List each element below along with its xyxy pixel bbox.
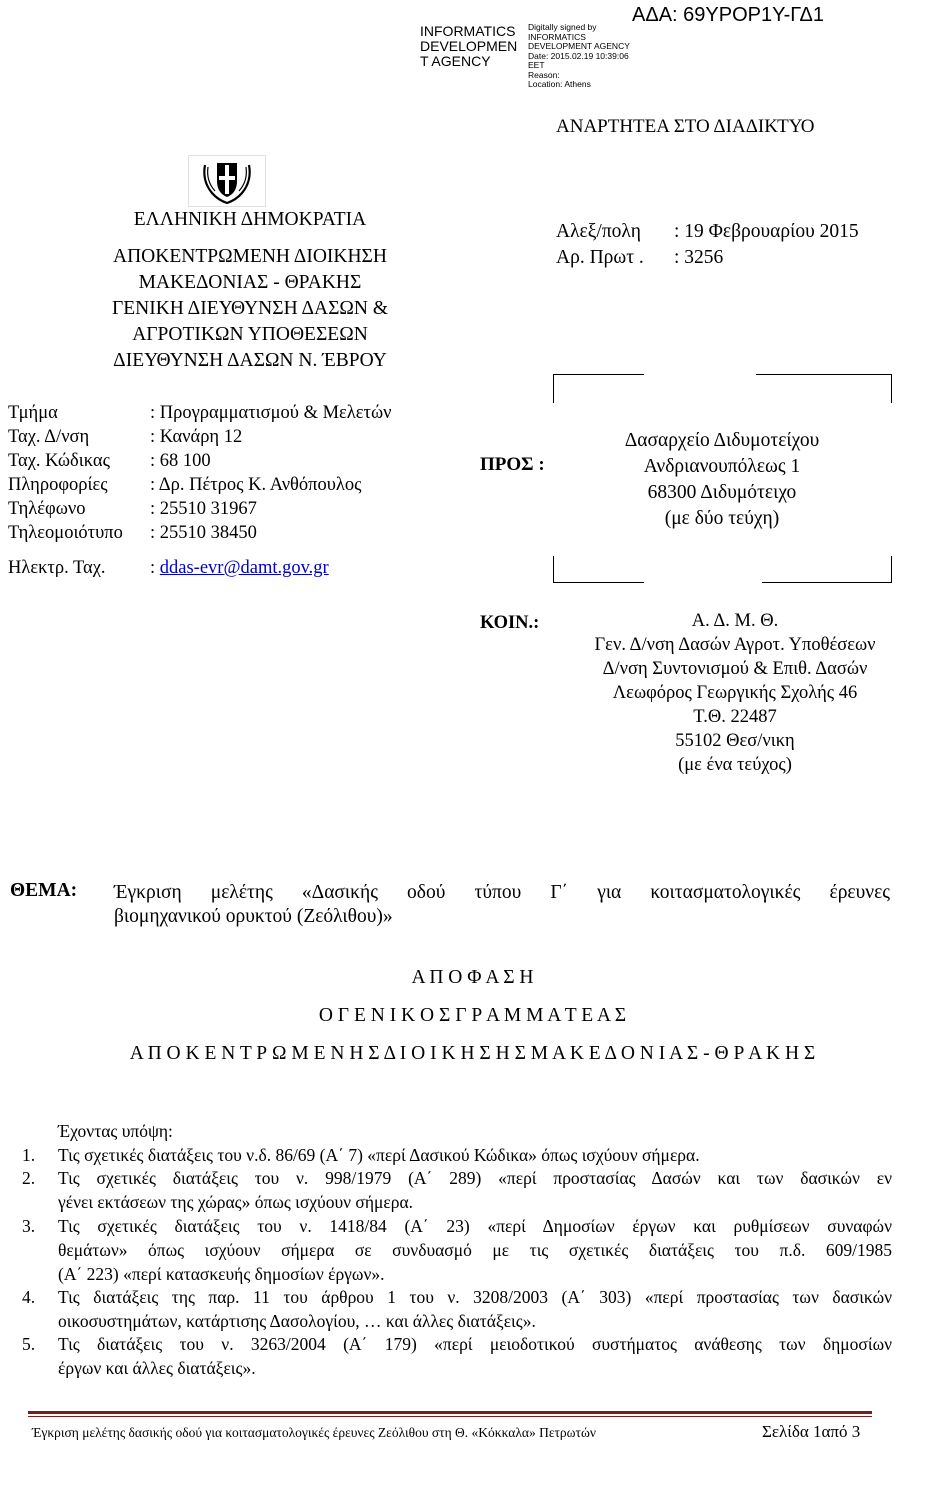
email-label: Ηλεκτρ. Ταχ. bbox=[8, 558, 106, 578]
list-item-line: θεμάτων» όπως ισχύουν σήμερα σε συνδυασμό με τις σχετικές διατάξεις του π.δ. 609/1985 bbox=[58, 1240, 892, 1260]
issuer-line: ΔΙΕΥΘΥΝΣΗ ΔΑΣΩΝ Ν. ΈΒΡΟΥ bbox=[113, 350, 387, 371]
contact-row bbox=[8, 403, 392, 424]
date-row bbox=[556, 221, 859, 243]
issuer-country: ΕΛΛΗΝΙΚΗ ΔΗΜΟΚΡΑΤΙΑ bbox=[133, 209, 367, 230]
cc-line: (με ένα τεύχος) bbox=[678, 755, 792, 775]
contact-value: : 68 100 bbox=[150, 451, 211, 471]
signature-detail-line: EET bbox=[528, 60, 545, 70]
recipient-line: Ανδριανουπόλεως 1 bbox=[643, 456, 801, 477]
recipient-line: (με δύο τεύχη) bbox=[664, 508, 780, 529]
list-item-line: οικοσυστημάτων, κατάρτισης Δασολογίου, … και άλλες διατάξεις». bbox=[58, 1311, 536, 1331]
cc-line: Δ/νση Συντονισμού & Επιθ. Δασών bbox=[602, 659, 868, 679]
contact-value: : 25510 31967 bbox=[150, 499, 257, 519]
protocol-row bbox=[556, 247, 723, 269]
contact-row bbox=[8, 451, 211, 472]
subject-line: Έγκριση μελέτης «Δασικής οδού τύπου Γ΄ για κοιτασματολογικές έρευνες bbox=[114, 882, 890, 903]
email-row bbox=[8, 558, 329, 579]
list-item-line: Τις σχετικές διατάξεις του ν. 998/1979 (Α΄ 289) «περί προστασίας Δασών και των δασικών εν bbox=[58, 1168, 892, 1188]
recipient-bracket-bottom-left bbox=[553, 556, 644, 583]
decision-title: Α Π Ο Φ Α Σ Η bbox=[411, 967, 534, 988]
recipient-line: Δασαρχείο Διδυμοτείχου bbox=[624, 430, 820, 451]
contact-label: Πληροφορίες bbox=[8, 475, 108, 495]
list-item-line: έργων και άλλες διατάξεις». bbox=[58, 1358, 256, 1378]
cc-line: Α. Δ. Μ. Θ. bbox=[691, 611, 779, 631]
protocol-label: Αρ. Πρωτ . bbox=[556, 247, 644, 268]
contact-value: : Προγραμματισμού & Μελετών bbox=[150, 403, 392, 423]
date-label: Αλεξ/πολη bbox=[556, 221, 641, 242]
contact-row bbox=[8, 523, 257, 544]
issuer-line: ΑΓΡΟΤΙΚΩΝ ΥΠΟΘΕΣΕΩΝ bbox=[132, 324, 368, 345]
issuer-line: ΑΠΟΚΕΝΤΡΩΜΕΝΗ ΔΙΟΙΚΗΣΗ bbox=[113, 246, 387, 267]
email-prefix: : bbox=[150, 558, 160, 578]
subject-label: ΘΕΜΑ: bbox=[10, 880, 78, 901]
date-value: : 19 Φεβρουαρίου 2015 bbox=[674, 221, 859, 242]
contact-value: : Κανάρη 12 bbox=[150, 427, 243, 447]
footer-divider bbox=[28, 1411, 872, 1414]
list-item-number: 5. bbox=[22, 1334, 36, 1354]
list-item-line: (Α΄ 223) «περί κατασκευής δημοσίων έργων». bbox=[58, 1264, 385, 1284]
contact-row bbox=[8, 475, 361, 496]
ada-code: ΑΔΑ: 69ΥΡΟΡ1Υ-ΓΔ1 bbox=[632, 4, 824, 26]
contact-label: Τηλεομοιότυπο bbox=[8, 523, 123, 543]
online-posting-note: ΑΝΑΡΤΗΤΕΑ ΣΤΟ ΔΙΑΔΙΚΤΥΟ bbox=[556, 116, 815, 137]
contact-value: : Δρ. Πέτρος Κ. Ανθόπουλος bbox=[150, 475, 362, 495]
list-item-line: Τις διατάξεις του ν. 3263/2004 (Α΄ 179) «περί μειοδοτικού συστήματος ανάθεσης των δημοσίων bbox=[58, 1334, 892, 1354]
decision-authority: Ο Γ Ε Ν Ι Κ Ο Σ Γ Ρ Α Μ Μ Α Τ Ε Α Σ bbox=[318, 1005, 627, 1026]
list-item-number: 2. bbox=[22, 1168, 36, 1188]
signature-org-line: T AGENCY bbox=[420, 53, 491, 69]
email-link[interactable]: ddas-evr@damt.gov.gr bbox=[159, 558, 329, 578]
signature-detail-line: Reason: bbox=[528, 69, 560, 80]
footer-divider bbox=[28, 1416, 872, 1417]
list-item-line: Τις σχετικές διατάξεις του ν. 1418/84 (Α΄ 23) «περί Δημοσίων έργων και ρυθμίσεων συναφών bbox=[58, 1216, 892, 1236]
cc-line: Γεν. Δ/νση Δασών Αγροτ. Υποθέσεων bbox=[594, 635, 876, 655]
contact-label: Ταχ. Δ/νση bbox=[8, 427, 90, 447]
issuer-line: ΓΕΝΙΚΗ ΔΙΕΥΘΥΝΣΗ ΔΑΣΩΝ & bbox=[111, 298, 389, 319]
contact-label: Τμήμα bbox=[8, 403, 58, 423]
contact-label: Τηλέφωνο bbox=[8, 499, 86, 519]
cc-line: 55102 Θεσ/νικη bbox=[675, 731, 795, 751]
list-item-line: Τις σχετικές διατάξεις του ν.δ. 86/69 (Α΄ 7) «περί Δασικού Κώδικα» όπως ισχύουν σήμερα. bbox=[58, 1145, 700, 1165]
list-item-number: 4. bbox=[22, 1287, 36, 1307]
signature-detail-line: Location: Athens bbox=[528, 79, 591, 89]
contact-row bbox=[8, 499, 257, 520]
issuer-line: ΜΑΚΕΔΟΝΙΑΣ - ΘΡΑΚΗΣ bbox=[138, 272, 362, 293]
considering-heading: Έχοντας υπόψη: bbox=[58, 1121, 173, 1141]
greek-emblem-icon bbox=[188, 155, 266, 207]
list-item-number: 1. bbox=[22, 1145, 36, 1165]
signature-org-line: INFORMATICS bbox=[420, 23, 516, 39]
recipient-bracket-bottom-right bbox=[762, 556, 892, 583]
signature-detail-line: Date: 2015.02.19 10:39:06 bbox=[528, 50, 629, 61]
signature-detail-line: DEVELOPMENT AGENCY bbox=[528, 41, 630, 51]
signature-organization bbox=[420, 24, 530, 69]
list-item-line: Τις διατάξεις της παρ. 11 του άρθρου 1 του ν. 3208/2003 (Α΄ 303) «περί προστασίας των δασικών bbox=[58, 1287, 892, 1307]
cc-line: Τ.Θ. 22487 bbox=[693, 707, 777, 727]
recipient-label: ΠΡΟΣ : bbox=[480, 454, 545, 475]
list-item-number: 3. bbox=[22, 1216, 36, 1236]
footer-page-number: Σελίδα 1από 3 bbox=[762, 1422, 861, 1441]
contact-label: Ταχ. Κώδικας bbox=[8, 451, 110, 471]
protocol-value: : 3256 bbox=[674, 247, 724, 268]
cc-label: ΚΟΙΝ.: bbox=[480, 613, 540, 633]
signature-detail-line: Digitally signed by bbox=[528, 22, 597, 32]
contact-value: : 25510 38450 bbox=[150, 523, 257, 543]
subject-line: βιομηχανικού ορυκτού (Ζεόλιθου)» bbox=[114, 906, 393, 927]
signature-org-line: DEVELOPMEN bbox=[420, 38, 518, 54]
footer-document-title: Έγκριση μελέτης δασικής οδού για κοιτασματολογικές έρευνες Ζεόλιθου στη Θ. «Κόκκαλα» Πετρωτών bbox=[32, 1425, 596, 1440]
signature-detail-line: INFORMATICS bbox=[528, 31, 586, 42]
contact-row bbox=[8, 427, 242, 448]
recipient-bracket-top-right bbox=[756, 374, 892, 403]
signature-details bbox=[528, 23, 630, 90]
cc-line: Λεωφόρος Γεωργικής Σχολής 46 bbox=[612, 683, 858, 703]
list-item-line: γένει εκτάσεων της χώρας» όπως ισχύουν σήμερα. bbox=[58, 1192, 414, 1212]
decision-authority: Α Π Ο Κ Ε Ν Τ Ρ Ω Μ Ε Ν Η Σ Δ Ι Ο Ι Κ Η Σ Η Σ Μ Α Κ Ε Δ Ο Ν Ι Α Σ - Θ Ρ Α Κ Η Σ bbox=[129, 1043, 816, 1064]
recipient-line: 68300 Διδυμότειχο bbox=[647, 482, 797, 503]
recipient-bracket-top-left bbox=[553, 374, 644, 403]
